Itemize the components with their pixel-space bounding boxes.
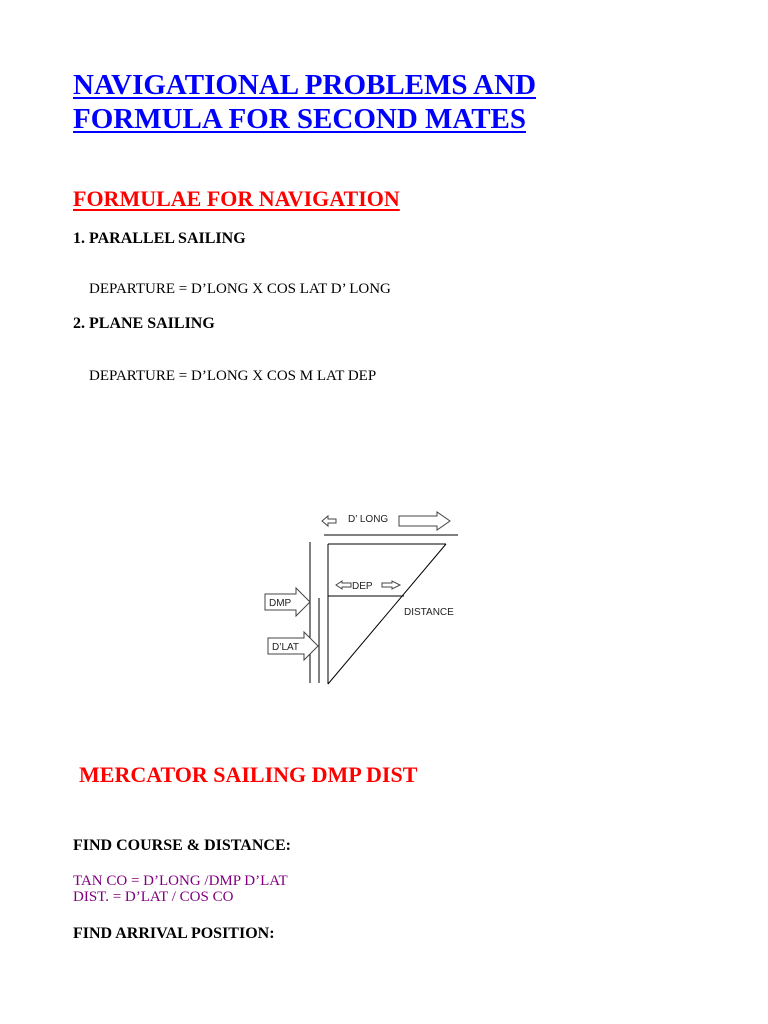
- find-arrival-heading: FIND ARRIVAL POSITION:: [73, 925, 275, 942]
- formulae-section-heading: FORMULAE FOR NAVIGATION: [73, 186, 400, 211]
- mercator-section-heading: MERCATOR SAILING DMP DIST: [79, 762, 418, 787]
- document-title-line2: FORMULA FOR SECOND MATES: [73, 103, 527, 135]
- find-course-heading: FIND COURSE & DISTANCE:: [73, 837, 291, 854]
- plane-sailing-heading: 2. PLANE SAILING: [73, 315, 215, 332]
- parallel-sailing-heading: 1. PARALLEL SAILING: [73, 230, 246, 247]
- distance-label: DISTANCE: [404, 607, 454, 618]
- meridian-lines: [310, 542, 319, 683]
- dep-label: DEP: [352, 581, 373, 592]
- distance-formula: DIST. = D’LAT / COS CO: [73, 889, 234, 905]
- dlat-label: D’LAT: [272, 642, 300, 653]
- tan-course-formula: TAN CO = D’LONG /DMP D’LAT: [73, 873, 288, 889]
- dmp-label: DMP: [269, 598, 292, 609]
- plane-sailing-formula: DEPARTURE = D’LONG X COS M LAT DEP: [89, 368, 377, 384]
- document-title: [73, 68, 536, 136]
- dlong-label: D’ LONG: [348, 514, 389, 525]
- parallel-sailing-formula: DEPARTURE = D’LONG X COS LAT D’ LONG: [89, 281, 391, 297]
- plane-sailing-diagram: [256, 506, 468, 690]
- document-title-line1: NAVIGATIONAL PROBLEMS AND: [73, 69, 537, 101]
